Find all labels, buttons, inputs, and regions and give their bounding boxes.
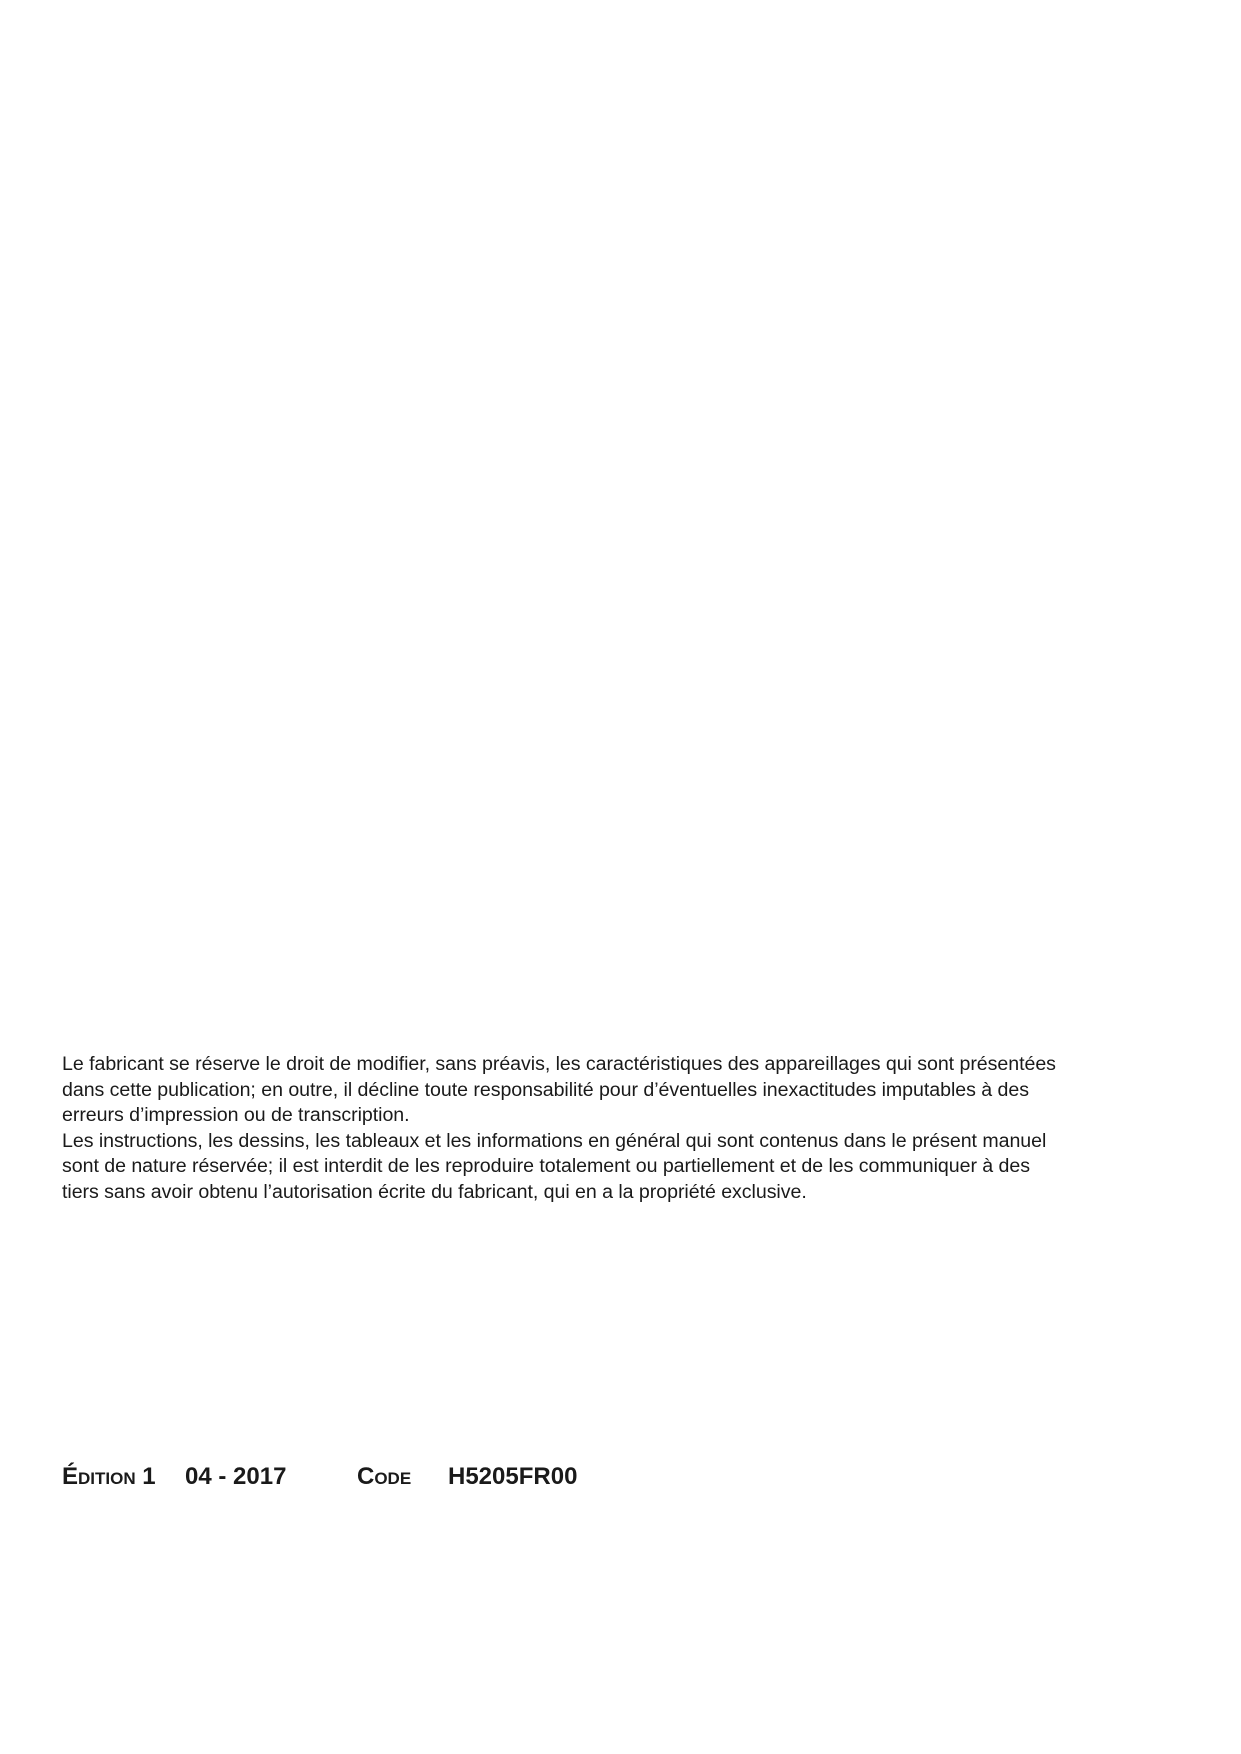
disclaimer-line: tiers sans avoir obtenu l’autorisation écrite du fabricant, qui en a la propriété exclusive.: [62, 1180, 807, 1203]
edition-label: Édition 1: [62, 1463, 156, 1490]
edition-date: 04 - 2017: [185, 1463, 287, 1490]
disclaimer-line: sont de nature réservée; il est interdit de les reproduire totalement ou partiellement et de les communiquer à des: [62, 1155, 1030, 1178]
disclaimer-text: [62, 1052, 1142, 1206]
code-value: H5205FR00: [448, 1463, 578, 1490]
disclaimer-line: Les instructions, les dessins, les tableaux et les informations en général qui sont contenus dans le présent manuel: [62, 1129, 1047, 1152]
code-label: Code: [357, 1463, 412, 1490]
disclaimer-line: erreurs d’impression ou de transcription.: [62, 1104, 410, 1127]
disclaimer-line: Le fabricant se réserve le droit de modifier, sans préavis, les caractéristiques des appareillages qui sont présentées: [62, 1053, 1056, 1075]
disclaimer-line: dans cette publication; en outre, il décline toute responsabilité pour d’éventuelles inexactitudes imputables à des: [62, 1078, 1029, 1101]
